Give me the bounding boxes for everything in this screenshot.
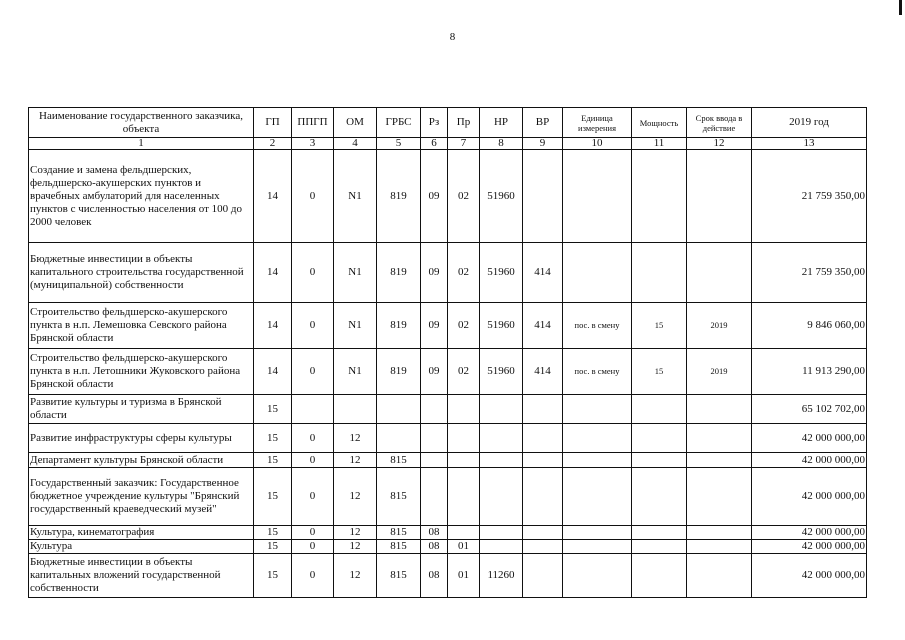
table-row xyxy=(29,540,867,554)
row-capacity xyxy=(632,243,687,303)
row-rz: 09 xyxy=(421,150,448,243)
header-name: Наименование государственного заказчика, объекта xyxy=(29,108,254,138)
row-amount: 21 759 350,00 xyxy=(752,150,867,243)
row-capacity xyxy=(632,468,687,526)
row-capacity xyxy=(632,554,687,598)
row-grbs: 819 xyxy=(377,150,421,243)
row-ppgp: 0 xyxy=(292,150,334,243)
row-rz xyxy=(421,424,448,453)
row-ppgp: 0 xyxy=(292,453,334,468)
row-gp: 15 xyxy=(254,526,292,540)
row-capacity xyxy=(632,453,687,468)
row-unit xyxy=(563,468,632,526)
table-row xyxy=(29,526,867,540)
row-amount: 42 000 000,00 xyxy=(752,526,867,540)
column-number: 7 xyxy=(448,138,480,150)
row-nr xyxy=(480,526,523,540)
row-unit: пос. в смену xyxy=(563,349,632,395)
header-ppgp: ППГП xyxy=(292,108,334,138)
row-om: 12 xyxy=(334,540,377,554)
row-name: Строительство фельдшерско-акушерского пункта в н.п. Лемешовка Севского района Брянской области xyxy=(29,303,254,349)
row-om: N1 xyxy=(334,303,377,349)
column-number: 10 xyxy=(563,138,632,150)
table-row xyxy=(29,453,867,468)
row-pr: 02 xyxy=(448,150,480,243)
row-capacity xyxy=(632,526,687,540)
column-number: 13 xyxy=(752,138,867,150)
row-pr xyxy=(448,526,480,540)
column-number: 2 xyxy=(254,138,292,150)
row-grbs: 819 xyxy=(377,303,421,349)
row-vr xyxy=(523,424,563,453)
row-grbs: 815 xyxy=(377,453,421,468)
row-om: 12 xyxy=(334,468,377,526)
table-row xyxy=(29,554,867,598)
row-amount: 42 000 000,00 xyxy=(752,424,867,453)
row-gp: 15 xyxy=(254,395,292,424)
table-row xyxy=(29,395,867,424)
row-capacity xyxy=(632,540,687,554)
row-om: 12 xyxy=(334,554,377,598)
header-unit: Единица измерения xyxy=(563,108,632,138)
row-ppgp xyxy=(292,395,334,424)
header-row xyxy=(29,108,867,138)
page-number: 8 xyxy=(449,31,456,43)
column-number: 12 xyxy=(687,138,752,150)
column-number: 11 xyxy=(632,138,687,150)
row-unit xyxy=(563,526,632,540)
row-unit: пос. в смену xyxy=(563,303,632,349)
header-grbs: ГРБС xyxy=(377,108,421,138)
row-nr xyxy=(480,453,523,468)
column-number: 1 xyxy=(29,138,254,150)
table-row xyxy=(29,303,867,349)
row-om: 12 xyxy=(334,526,377,540)
row-ppgp: 0 xyxy=(292,540,334,554)
row-unit xyxy=(563,554,632,598)
header-om: ОМ xyxy=(334,108,377,138)
row-ppgp: 0 xyxy=(292,303,334,349)
row-pr xyxy=(448,424,480,453)
row-vr xyxy=(523,468,563,526)
row-term xyxy=(687,540,752,554)
row-term xyxy=(687,424,752,453)
row-capacity: 15 xyxy=(632,303,687,349)
row-gp: 15 xyxy=(254,453,292,468)
row-capacity xyxy=(632,424,687,453)
row-name: Создание и замена фельдшерских, фельдшерско-акушерских пунктов и врачебных амбулаторий для населенных пунктов с численностью населения от 100 до 2000 человек xyxy=(29,150,254,243)
row-nr xyxy=(480,395,523,424)
row-gp: 14 xyxy=(254,349,292,395)
row-pr: 01 xyxy=(448,540,480,554)
row-gp: 15 xyxy=(254,540,292,554)
row-rz: 08 xyxy=(421,540,448,554)
row-vr xyxy=(523,554,563,598)
row-amount: 9 846 060,00 xyxy=(752,303,867,349)
column-number-row xyxy=(29,138,867,150)
row-nr xyxy=(480,540,523,554)
row-om: 12 xyxy=(334,424,377,453)
row-unit xyxy=(563,540,632,554)
column-number: 3 xyxy=(292,138,334,150)
row-unit xyxy=(563,395,632,424)
row-grbs: 815 xyxy=(377,526,421,540)
table-row xyxy=(29,349,867,395)
row-rz: 08 xyxy=(421,526,448,540)
row-ppgp: 0 xyxy=(292,424,334,453)
row-grbs: 819 xyxy=(377,243,421,303)
row-nr: 51960 xyxy=(480,349,523,395)
column-number: 8 xyxy=(480,138,523,150)
row-vr: 414 xyxy=(523,303,563,349)
row-ppgp: 0 xyxy=(292,349,334,395)
row-rz xyxy=(421,468,448,526)
row-name: Развитие культуры и туризма в Брянской области xyxy=(29,395,254,424)
row-om: N1 xyxy=(334,349,377,395)
row-gp: 14 xyxy=(254,243,292,303)
budget-table xyxy=(28,107,867,598)
row-pr xyxy=(448,395,480,424)
row-amount: 42 000 000,00 xyxy=(752,453,867,468)
row-ppgp: 0 xyxy=(292,554,334,598)
row-name: Бюджетные инвестиции в объекты капитального строительства государственной (муниципальной) собственности xyxy=(29,243,254,303)
row-grbs xyxy=(377,424,421,453)
row-grbs: 815 xyxy=(377,540,421,554)
row-om xyxy=(334,395,377,424)
row-term xyxy=(687,395,752,424)
header-capacity: Мощность xyxy=(632,108,687,138)
row-amount: 42 000 000,00 xyxy=(752,554,867,598)
row-pr: 02 xyxy=(448,349,480,395)
row-nr: 51960 xyxy=(480,303,523,349)
row-term xyxy=(687,526,752,540)
row-term xyxy=(687,554,752,598)
row-grbs: 815 xyxy=(377,554,421,598)
row-nr xyxy=(480,468,523,526)
row-pr: 02 xyxy=(448,303,480,349)
row-capacity xyxy=(632,395,687,424)
table-row xyxy=(29,243,867,303)
row-nr: 11260 xyxy=(480,554,523,598)
row-name: Культура xyxy=(29,540,254,554)
row-rz: 08 xyxy=(421,554,448,598)
row-term: 2019 xyxy=(687,303,752,349)
row-vr xyxy=(523,540,563,554)
row-gp: 14 xyxy=(254,150,292,243)
header-term: Срок ввода в действие xyxy=(687,108,752,138)
table-row xyxy=(29,150,867,243)
header-nr: НР xyxy=(480,108,523,138)
row-amount: 65 102 702,00 xyxy=(752,395,867,424)
header-pr: Пр xyxy=(448,108,480,138)
row-capacity xyxy=(632,150,687,243)
row-vr xyxy=(523,395,563,424)
row-pr xyxy=(448,453,480,468)
header-rz: Рз xyxy=(421,108,448,138)
row-ppgp: 0 xyxy=(292,468,334,526)
column-number: 4 xyxy=(334,138,377,150)
row-term xyxy=(687,243,752,303)
row-vr: 414 xyxy=(523,243,563,303)
table-row xyxy=(29,424,867,453)
row-name: Развитие инфраструктуры сферы культуры xyxy=(29,424,254,453)
row-unit xyxy=(563,424,632,453)
column-number: 6 xyxy=(421,138,448,150)
row-gp: 14 xyxy=(254,303,292,349)
row-name: Департамент культуры Брянской области xyxy=(29,453,254,468)
row-name: Бюджетные инвестиции в объекты капитальных вложений государственной собственности xyxy=(29,554,254,598)
row-term: 2019 xyxy=(687,349,752,395)
row-gp: 15 xyxy=(254,424,292,453)
row-ppgp: 0 xyxy=(292,526,334,540)
row-nr xyxy=(480,424,523,453)
row-nr: 51960 xyxy=(480,243,523,303)
row-term xyxy=(687,453,752,468)
row-rz: 09 xyxy=(421,243,448,303)
row-vr xyxy=(523,453,563,468)
row-amount: 21 759 350,00 xyxy=(752,243,867,303)
row-unit xyxy=(563,453,632,468)
row-gp: 15 xyxy=(254,468,292,526)
row-unit xyxy=(563,243,632,303)
row-vr: 414 xyxy=(523,349,563,395)
column-number: 9 xyxy=(523,138,563,150)
row-vr xyxy=(523,526,563,540)
header-year: 2019 год xyxy=(752,108,867,138)
header-gp: ГП xyxy=(254,108,292,138)
row-rz xyxy=(421,395,448,424)
row-rz: 09 xyxy=(421,303,448,349)
row-amount: 42 000 000,00 xyxy=(752,540,867,554)
row-pr: 01 xyxy=(448,554,480,598)
row-om: N1 xyxy=(334,150,377,243)
row-term xyxy=(687,468,752,526)
row-grbs: 815 xyxy=(377,468,421,526)
row-om: 12 xyxy=(334,453,377,468)
row-vr xyxy=(523,150,563,243)
row-rz xyxy=(421,453,448,468)
row-amount: 11 913 290,00 xyxy=(752,349,867,395)
row-capacity: 15 xyxy=(632,349,687,395)
row-pr: 02 xyxy=(448,243,480,303)
row-om: N1 xyxy=(334,243,377,303)
row-name: Государственный заказчик: Государственное бюджетное учреждение культуры "Брянский государственный краеведческий музей" xyxy=(29,468,254,526)
row-ppgp: 0 xyxy=(292,243,334,303)
row-nr: 51960 xyxy=(480,150,523,243)
table-row xyxy=(29,468,867,526)
row-rz: 09 xyxy=(421,349,448,395)
column-number: 5 xyxy=(377,138,421,150)
row-term xyxy=(687,150,752,243)
header-vr: ВР xyxy=(523,108,563,138)
row-gp: 15 xyxy=(254,554,292,598)
row-name: Культура, кинематография xyxy=(29,526,254,540)
row-amount: 42 000 000,00 xyxy=(752,468,867,526)
row-unit xyxy=(563,150,632,243)
row-pr xyxy=(448,468,480,526)
row-grbs: 819 xyxy=(377,349,421,395)
row-name: Строительство фельдшерско-акушерского пункта в н.п. Летошники Жуковского района Брянской области xyxy=(29,349,254,395)
edge-mark xyxy=(899,0,902,15)
row-grbs xyxy=(377,395,421,424)
